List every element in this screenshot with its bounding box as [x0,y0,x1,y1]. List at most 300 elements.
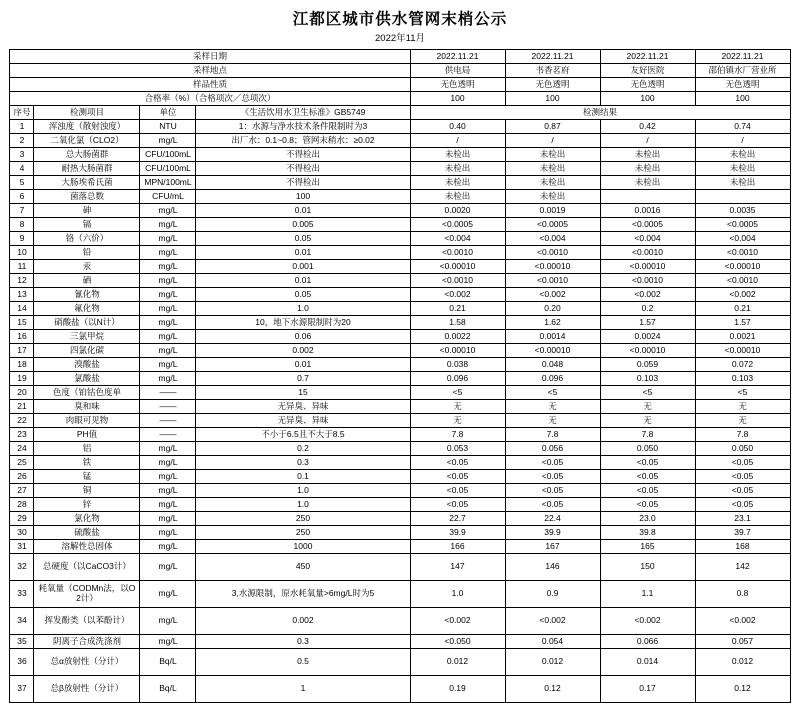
table-row [10,120,790,134]
row-standard-limit: 0.05 [196,288,410,302]
row-item-name: 菌落总数 [34,190,140,204]
row-result-value: 0.0019 [505,204,600,218]
row-result-value: 未检出 [600,162,695,176]
row-result-value: <0.002 [505,608,600,635]
row-item-name: 挥发酚类（以苯酚计） [34,608,140,635]
row-index: 24 [10,442,34,456]
row-result-value: 165 [600,540,695,554]
row-item-name: 锌 [34,498,140,512]
row-index: 3 [10,148,34,162]
table-row [10,190,790,204]
sample-date-3: 2022.11.21 [600,50,695,64]
row-index: 32 [10,554,34,581]
row-index: 25 [10,456,34,470]
row-result-value: <0.05 [505,456,600,470]
row-unit: mg/L [140,526,196,540]
row-item-name: 硫酸盐 [34,526,140,540]
table-row [10,316,790,330]
row-result-value: 0.050 [600,442,695,456]
row-unit: mg/L [140,134,196,148]
table-row [10,635,790,649]
row-index: 16 [10,330,34,344]
row-standard-limit: 无异臭、异味 [196,414,410,428]
row-result-value: 0.12 [695,676,790,703]
row-standard-limit: 0.01 [196,274,410,288]
row-item-name: 肉眼可见物 [34,414,140,428]
row-item-name: 氰化物 [34,288,140,302]
row-result-value: <0.00010 [695,344,790,358]
row-index: 30 [10,526,34,540]
sample-nature-2: 无色透明 [505,78,600,92]
row-index: 17 [10,344,34,358]
row-unit: mg/L [140,344,196,358]
row-standard-limit: 450 [196,554,410,581]
row-result-value: 7.8 [695,428,790,442]
row-item-name: 总β放射性（分计） [34,676,140,703]
row-unit: mg/L [140,372,196,386]
row-unit: mg/L [140,218,196,232]
row-index: 15 [10,316,34,330]
row-result-value: 22.4 [505,512,600,526]
row-index: 5 [10,176,34,190]
row-standard-limit: 1.0 [196,498,410,512]
row-standard-limit: 0.3 [196,456,410,470]
row-item-name: PH值 [34,428,140,442]
row-unit: —— [140,414,196,428]
table-row [10,512,790,526]
row-result-value: 1.57 [600,316,695,330]
table-row [10,498,790,512]
table-row [10,176,790,190]
row-standard-limit: 15 [196,386,410,400]
row-unit: mg/L [140,302,196,316]
row-result-value: 0.17 [600,676,695,703]
row-result-value: 未检出 [505,162,600,176]
row-unit: CFU/mL [140,190,196,204]
row-standard-limit: 0.1 [196,470,410,484]
row-result-value: <0.004 [695,232,790,246]
row-item-name: 汞 [34,260,140,274]
page-title: 江都区城市供水管网末梢公示 [292,11,508,28]
table-row [10,442,790,456]
row-result-value: <5 [695,386,790,400]
row-result-value: <0.05 [410,484,505,498]
row-result-value: <0.002 [600,288,695,302]
row-index: 34 [10,608,34,635]
row-result-value: 23.0 [600,512,695,526]
row-result-value: <0.0005 [600,218,695,232]
sample-date-label: 采样日期 [10,50,410,64]
table-row [10,676,790,703]
row-standard-limit: 250 [196,512,410,526]
row-result-value: <0.05 [600,456,695,470]
table-row [10,470,790,484]
row-unit: —— [140,400,196,414]
row-unit: mg/L [140,512,196,526]
row-unit: mg/L [140,635,196,649]
row-item-name: 浑浊度（散射浊度） [34,120,140,134]
row-standard-limit: 0.2 [196,442,410,456]
row-item-name: 四氯化碳 [34,344,140,358]
row-standard-limit: 1.0 [196,302,410,316]
sample-date-2: 2022.11.21 [505,50,600,64]
table-row [10,358,790,372]
row-standard-limit: 1：水源与净水技术条件限制时为3 [196,120,410,134]
row-result-value: 无 [600,400,695,414]
row-result-value: <0.05 [600,498,695,512]
row-result-value: <0.004 [600,232,695,246]
row-result-value: 0.0024 [600,330,695,344]
row-result-value: 未检出 [695,176,790,190]
row-result-value: 0.096 [410,372,505,386]
row-standard-limit: 不得检出 [196,176,410,190]
row-standard-limit: 0.3 [196,635,410,649]
row-result-value: <0.05 [505,484,600,498]
row-index: 20 [10,386,34,400]
row-result-value: <0.00010 [600,260,695,274]
row-standard-limit: 0.06 [196,330,410,344]
row-standard-limit: 0.05 [196,232,410,246]
row-result-value: <0.0010 [695,246,790,260]
row-index: 2 [10,134,34,148]
row-result-value: <0.05 [505,470,600,484]
row-unit: mg/L [140,232,196,246]
row-result-value: 0.0014 [505,330,600,344]
row-standard-limit: 3,水源限制，原水耗氧量>6mg/L时为5 [196,581,410,608]
row-standard-limit: 1.0 [196,484,410,498]
row-unit: mg/L [140,470,196,484]
sample-nature-4: 无色透明 [695,78,790,92]
row-standard-limit: 0.01 [196,358,410,372]
row-standard-limit: 250 [196,526,410,540]
row-unit: mg/L [140,358,196,372]
row-result-value: 未检出 [505,190,600,204]
row-result-value: 0.74 [695,120,790,134]
header-item: 检测项目 [34,106,140,120]
row-result-value: 0.038 [410,358,505,372]
row-result-value: 0.066 [600,635,695,649]
sample-location-4: 邵伯镇水厂营业所 [695,64,790,78]
row-result-value: 22.7 [410,512,505,526]
row-result-value: / [695,134,790,148]
table-row [10,274,790,288]
row-item-name: 色度（铂钴色度单 [34,386,140,400]
row-result-value: <0.002 [410,288,505,302]
row-standard-limit: 0.001 [196,260,410,274]
row-item-name: 臭和味 [34,400,140,414]
row-index: 21 [10,400,34,414]
table-row [10,649,790,676]
row-result-value: 7.8 [410,428,505,442]
row-item-name: 铅 [34,246,140,260]
row-item-name: 氯酸盐 [34,372,140,386]
row-unit: mg/L [140,484,196,498]
row-result-value: 7.8 [505,428,600,442]
row-result-value: 0.012 [695,649,790,676]
row-index: 1 [10,120,34,134]
table-row [10,302,790,316]
row-index: 36 [10,649,34,676]
row-standard-limit: 1000 [196,540,410,554]
row-unit: MPN/100mL [140,176,196,190]
row-index: 11 [10,260,34,274]
header-unit: 单位 [140,106,196,120]
row-result-value: 无 [600,414,695,428]
row-unit: —— [140,386,196,400]
table-row [10,330,790,344]
table-row [10,414,790,428]
row-unit: mg/L [140,498,196,512]
row-result-value: 150 [600,554,695,581]
row-result-value: / [505,134,600,148]
pass-rate-2: 100 [505,92,600,106]
row-result-value: <0.00010 [695,260,790,274]
row-unit: CFU/100mL [140,148,196,162]
row-item-name: 耗氧量（CODMn法，以O2计） [34,581,140,608]
row-standard-limit: 0.5 [196,649,410,676]
table-row [10,218,790,232]
row-result-value: 0.0016 [600,204,695,218]
row-result-value: 0.057 [695,635,790,649]
row-result-value: <0.050 [410,635,505,649]
row-unit: mg/L [140,316,196,330]
row-result-value: 未检出 [410,162,505,176]
row-result-value: <0.004 [505,232,600,246]
row-result-value: 146 [505,554,600,581]
row-result-value: <5 [505,386,600,400]
row-result-value: <0.002 [695,608,790,635]
row-unit: mg/L [140,608,196,635]
table-row [10,162,790,176]
row-index: 4 [10,162,34,176]
row-result-value: 0.012 [505,649,600,676]
table-row [10,526,790,540]
row-index: 13 [10,288,34,302]
row-result-value: 39.8 [600,526,695,540]
row-result-value: 未检出 [600,176,695,190]
row-index: 6 [10,190,34,204]
row-index: 19 [10,372,34,386]
row-standard-limit: 出厂水：0.1~0.8；管网末稍水：≥0.02 [196,134,410,148]
row-item-name: 砷 [34,204,140,218]
row-result-value: <0.05 [695,484,790,498]
sample-location-label: 采样地点 [10,64,410,78]
row-result-value: <0.0010 [410,246,505,260]
row-result-value: / [600,134,695,148]
row-result-value: 0.096 [505,372,600,386]
row-result-value: <0.0010 [600,246,695,260]
table-row [10,204,790,218]
row-result-value: 0.8 [695,581,790,608]
row-unit: mg/L [140,288,196,302]
table-row [10,260,790,274]
table-row [10,386,790,400]
row-result-value: 0.103 [695,372,790,386]
row-result-value: <0.0010 [600,274,695,288]
row-result-value: 0.056 [505,442,600,456]
sample-nature-3: 无色透明 [600,78,695,92]
row-unit: mg/L [140,260,196,274]
row-result-value: 未检出 [695,148,790,162]
header-result: 检测结果 [410,106,790,120]
row-result-value: / [410,134,505,148]
row-result-value: 无 [505,400,600,414]
row-unit: mg/L [140,581,196,608]
row-result-value: 0.072 [695,358,790,372]
pass-rate-4: 100 [695,92,790,106]
table-row [10,148,790,162]
row-index: 37 [10,676,34,703]
row-result-value: <0.00010 [410,260,505,274]
row-unit: —— [140,428,196,442]
row-result-value: 0.21 [695,302,790,316]
row-result-value: <0.0010 [410,274,505,288]
table-row [10,372,790,386]
table-row [10,581,790,608]
page-subtitle: 2022年11月 [375,32,425,44]
row-result-value: 0.050 [695,442,790,456]
row-item-name: 耐热大肠菌群 [34,162,140,176]
row-standard-limit: 无异臭、异味 [196,400,410,414]
row-result-value: 0.0020 [410,204,505,218]
row-unit: mg/L [140,540,196,554]
row-item-name: 铁 [34,456,140,470]
table-row [10,232,790,246]
row-index: 31 [10,540,34,554]
row-standard-limit: 10，地下水源限制时为20 [196,316,410,330]
water-quality-table [9,49,790,703]
row-result-value: <0.0010 [695,274,790,288]
table-row-sample-nature [10,78,790,92]
row-result-value: 未检出 [600,148,695,162]
row-index: 23 [10,428,34,442]
row-result-value: 0.014 [600,649,695,676]
row-result-value: 1.62 [505,316,600,330]
row-result-value: 1.1 [600,581,695,608]
row-unit: mg/L [140,554,196,581]
row-result-value: 未检出 [505,176,600,190]
row-standard-limit: 不小于6.5且不大于8.5 [196,428,410,442]
row-result-value: 0.9 [505,581,600,608]
row-result-value: 0.0021 [695,330,790,344]
row-item-name: 三氯甲烷 [34,330,140,344]
row-result-value: <0.05 [600,470,695,484]
row-result-value: 39.9 [410,526,505,540]
table-header-row [10,106,790,120]
row-result-value: <0.05 [410,456,505,470]
row-result-value: 无 [410,414,505,428]
row-result-value: <0.05 [410,470,505,484]
row-index: 26 [10,470,34,484]
row-result-value: <0.05 [695,456,790,470]
sample-location-1: 供电局 [410,64,505,78]
table-row [10,288,790,302]
row-standard-limit: 0.005 [196,218,410,232]
table-row-sample-location [10,64,790,78]
row-unit: Bq/L [140,649,196,676]
row-result-value: 未检出 [410,176,505,190]
row-item-name: 氯化物 [34,512,140,526]
row-result-value: 7.8 [600,428,695,442]
row-result-value: <0.05 [505,498,600,512]
table-row [10,608,790,635]
table-row [10,554,790,581]
row-result-value: 未检出 [695,162,790,176]
row-index: 7 [10,204,34,218]
row-result-value: 0.048 [505,358,600,372]
row-item-name: 阴离子合成洗涤剂 [34,635,140,649]
table-row [10,344,790,358]
row-result-value: 1.58 [410,316,505,330]
sample-date-1: 2022.11.21 [410,50,505,64]
row-unit: mg/L [140,442,196,456]
row-result-value: <0.002 [410,608,505,635]
row-result-value: 166 [410,540,505,554]
row-standard-limit: 1 [196,676,410,703]
row-unit: CFU/100mL [140,162,196,176]
row-result-value: <0.00010 [505,344,600,358]
table-row [10,246,790,260]
row-result-value: <0.05 [695,470,790,484]
row-unit: mg/L [140,330,196,344]
row-result-value: <5 [410,386,505,400]
row-result-value: 0.19 [410,676,505,703]
row-result-value: 0.054 [505,635,600,649]
row-result-value: 168 [695,540,790,554]
row-unit: mg/L [140,204,196,218]
sample-date-4: 2022.11.21 [695,50,790,64]
row-item-name: 硒 [34,274,140,288]
row-item-name: 硝酸盐（以N计） [34,316,140,330]
table-row [10,134,790,148]
row-index: 9 [10,232,34,246]
row-result-value: 142 [695,554,790,581]
row-result-value: <0.0005 [505,218,600,232]
pass-rate-3: 100 [600,92,695,106]
row-index: 8 [10,218,34,232]
row-result-value: 147 [410,554,505,581]
row-result-value: 39.9 [505,526,600,540]
row-item-name: 总硬度（以CaCO3计） [34,554,140,581]
row-standard-limit: 0.01 [196,246,410,260]
sample-location-2: 书香茗府 [505,64,600,78]
row-result-value: <0.05 [410,498,505,512]
row-result-value: <5 [600,386,695,400]
row-item-name: 铜 [34,484,140,498]
row-unit: Bq/L [140,676,196,703]
row-result-value: 0.21 [410,302,505,316]
row-unit: mg/L [140,274,196,288]
row-result-value: <0.00010 [410,344,505,358]
row-item-name: 总大肠菌群 [34,148,140,162]
row-result-value: 0.12 [505,676,600,703]
row-item-name: 氟化物 [34,302,140,316]
row-result-value: <0.002 [600,608,695,635]
row-result-value: 0.059 [600,358,695,372]
row-result-value: 167 [505,540,600,554]
row-result-value: <0.05 [600,484,695,498]
row-standard-limit: 100 [196,190,410,204]
row-result-value: 0.87 [505,120,600,134]
row-index: 14 [10,302,34,316]
row-index: 33 [10,581,34,608]
row-result-value: 0.103 [600,372,695,386]
row-result-value: <0.0005 [695,218,790,232]
row-index: 10 [10,246,34,260]
pass-rate-1: 100 [410,92,505,106]
row-result-value: <0.0010 [505,274,600,288]
sample-location-3: 友好医院 [600,64,695,78]
